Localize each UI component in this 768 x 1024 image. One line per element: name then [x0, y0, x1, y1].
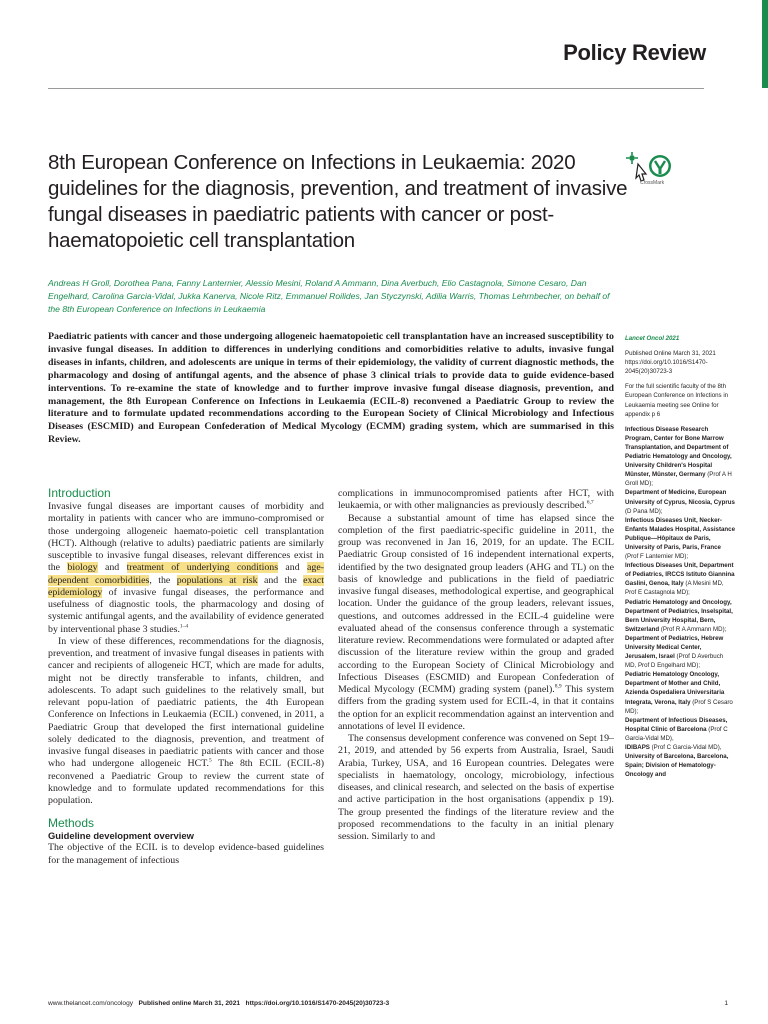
reference-marker[interactable]: 8,9 — [554, 683, 562, 690]
crossmark-label: CrossMark — [640, 180, 665, 186]
methods-paragraph-2: Because a substantial amount of time has elapsed since the completion of the first paediatric-specific guideline in 2011, the group was reconvened in Jan 16, 2019, for an update. The ECIL Paediatric Group consisted of 16 independent international experts, identified by the two designated group leaders (AHG and TL) on the basis of knowledge and publications in the field of paediatric invasive fungal diseases, methodological expertise, and geographical location. Under the guidance of the group leaders, relevant issues, questions, and outcomes addressed in the ECIL-4 guideline were evaluated ahead of the consensus conference through a systematic literature review. Recommendations were formulated or adapted after discussion of the literature review within the group and graded according to the European Society of Clinical Microbiology and Infectious Diseases (ESCMID) and European Confederation of Medical Mycology (ECMM) grading system (panel).$^{8,9}$ This system differs from the grading system used for ECIL-4, in that it contains the option for an explicit recommendation against an intervention and annotations of level II evidence. — [338, 512, 614, 732]
methods-subheading: Guideline development overview — [48, 830, 194, 842]
margin-sidebar — [625, 334, 735, 779]
methods-paragraph-3: The consensus development conference was convened on Sept 19–21, 2019, and attended by 56 experts from Australia, Israel, Saudi Arabia, Turkey, USA, and 16 European countries. Delegates were specialists in haematology, oncology, microbiology, infectious diseases, and clinical research, and selected on the basis of expertise and active participation in the host organisations (appendix p 19). The group presented the findings of the literature review and the proposed recommendations to the faculty in an initial plenary session. Similarly to and — [338, 733, 614, 842]
affiliation-item: University of Barcelona, Barcelona, Spain; Division of Hematology-Oncology and — [625, 753, 729, 779]
methods-heading: Methods — [48, 816, 95, 831]
highlight-epidemiology: exact epidemiology — [48, 574, 324, 598]
footer-doi-link[interactable]: https://doi.org/10.1016/S1470-2045(20)30723-3 — [245, 1000, 390, 1007]
affiliation-list — [625, 425, 735, 780]
introduction-heading: Introduction — [48, 486, 111, 500]
affiliation-item: Department of Infectious Diseases, Hospital Clinic of Barcelona (Prof C Garcia-Vidal MD), — [625, 716, 728, 742]
abstract: Paediatric patients with cancer and those undergoing allogeneic haematopoietic cell transplantation have an increased susceptibility to invasive fungal diseases. In addition to differences in underlying conditions and comorbidities relative to adults, invasive fungal diseases in infants, children, and adolescents are unique in terms of their epidemiology, the validity of current diagnostic methods, the pharmacology and dosing of antifungal agents, and the absence of phase 3 clinical trials to provide data to guide evidence-based interventions. To re-examine the state of knowledge and to further improve invasive fungal disease diagnosis, prevention, and management, the 8th European Conference on Infections in Leukaemia (ECIL-8) reconvened a Paediatric Group to review the literature and to formulate updated recommendations according to the European Society of Clinical Microbiology and Infectious Diseases (ESCMID) and European Confederation of Medical Mycology (ECMM) grading system, which are summarised in this Review. — [48, 331, 614, 446]
affiliation-item: Department of Pediatrics, Hebrew University Medical Center, Jerusalem, Israel (Prof D Averbuch MD, Prof D Engelhard MD); — [625, 634, 724, 670]
methods-paragraph-continued: complications in immunocompromised patients after HCT, with leukaemia, or with other malignancies as previously described.$^{6,7}$ — [338, 488, 614, 512]
footer-published: Published online March 31, 2021 — [138, 1000, 241, 1007]
affiliation-item: Pediatric Hematology and Oncology, Department of Pediatrics, Inselspital, Bern University Hospital, Bern, Switzerland (Prof R A Ammann MD); — [625, 598, 733, 633]
highlight-treatment: treatment of underlying conditions — [126, 562, 279, 574]
methods-paragraph-1: The objective of the ECIL is to develop evidence-based guidelines for the management of infectious — [48, 842, 324, 866]
left-margin-bar — [0, 0, 6, 1024]
affiliation-item: Infectious Disease Research Program, Center for Bone Marrow Transplantation, and Department of Pediatric Hematology and Oncology, University Children's Hospital Münster, Münster, Germany (Prof A H Groll MD); — [625, 425, 732, 488]
journal-citation: Lancet Oncol 2021 — [625, 335, 680, 342]
publication-info[interactable]: Published Online March 31, 2021 https://doi.org/10.1016/S1470-2045(20)30723-3 — [625, 350, 716, 376]
affiliation-item: Pediatric Hematology Oncology, Department of Mother and Child, Azienda Ospedaliera Universitaria Integrata, Verona, Italy (Prof S Cesaro MD); — [625, 671, 733, 715]
affiliation-item: IDIBAPS (Prof C Garcia-Vidal MD), — [625, 744, 722, 752]
author-list: Andreas H Groll, Dorothea Pana, Fanny Lanternier, Alessio Mesini, Roland A Ammann, Dina Averbuch, Elio Castagnola, Simone Cesaro, Dan Engelhard, Carolina Garcia-Vidal, Jukka Kanerva, Nicole Ritz, Emmanuel Roilides, Jan Styczynski, Adilia Warris, Thomas Lehrnbecher, on behalf of the 8th European Conference on Infections in Leukaemia — [48, 278, 610, 314]
highlight-biology: biology — [67, 562, 98, 574]
faculty-note[interactable]: For the full scientific faculty of the 8th European Conference on Infections in Leukaemia meeting see Online for appendix p 6 — [625, 383, 729, 418]
article-title: 8th European Conference on Infections in Leukaemia: 2020 guidelines for the diagnosis, prevention, and treatment of invasive fungal diseases in paediatric patients with cancer or post-haematopoietic cell transplantation — [48, 151, 628, 252]
affiliation-item: Department of Medicine, European University of Cyprus, Nicosia, Cyprus (D Pana MD); — [625, 489, 735, 515]
reference-marker[interactable]: 6,7 — [586, 499, 594, 506]
intro-paragraph-1: Invasive fungal diseases are important causes of morbidity and mortality in patients with cancer who are immuno-compromised or those undergoing allogeneic haemato-poietic cell transplantation (HCT). Although (relative to adults) paediatric patients are similarly susceptible to invasive fungal diseases, relevant differences exist in the biology and treatment of underlying conditions and age-dependent comorbidities, the populations at risk and the exact epidemiology of invasive fungal diseases, the performance and usefulness of diagnostic tools, the pharmacology and dosing of systemic antifungal agents, and the availability of evidence generated by interventional phase 3 studies.$^{1-4}$ — [48, 501, 324, 635]
highlight-populations: populations at risk — [176, 574, 258, 586]
body-column-right — [338, 488, 614, 843]
page-footer — [48, 1000, 728, 1007]
highlight-comorbidities: age-dependent comorbidities — [48, 562, 324, 586]
header-divider — [48, 88, 704, 89]
footer-site-link[interactable]: www.thelancet.com/oncology — [48, 1000, 134, 1007]
reference-marker[interactable]: 5 — [208, 757, 212, 764]
page-number: 1 — [724, 1000, 728, 1007]
body-column-left — [48, 486, 324, 867]
intro-paragraph-2: In view of these differences, recommendations for the diagnosis, prevention, and treatment of invasive fungal diseases in patients with cancer and recipients of allogeneic HCT, which are made for adults, might not be directly transferable to infants, children, and adolescents. To adapt such guidelines to the relatively small, but relevant popu-lation of paediatric patients, the 4th European Conference on Infections in Leukaemia (ECIL) convened, in 2011, a Paediatric Group that developed the first international guideline solely dedicated to the diagnosis, prevention, and treatment of invasive fungal diseases in paediatric patients with cancer and those who had undergone allogeneic HCT.$^5$ The 8th ECIL (ECIL-8) reconvened a Paediatric Group to review the current state of knowledge and to formulate updated recommendations for this population. — [48, 635, 324, 806]
section-label: Policy Review — [563, 40, 706, 65]
section-color-tab — [762, 0, 768, 88]
affiliation-item: Infectious Diseases Unit, Department of Pediatrics, IRCCS Istituto Giannina Gaslini, Genoa, Italy (A Mesini MD, Prof E Castagnola MD); — [625, 562, 735, 597]
reference-marker[interactable]: 1–4 — [179, 623, 189, 630]
affiliation-item: Infectious Diseases Unit, Necker-Enfants Malades Hospital, Assistance Publique—Hôpitaux de Paris, University of Paris, Paris, France (Prof F Lanternier MD); — [625, 516, 735, 561]
